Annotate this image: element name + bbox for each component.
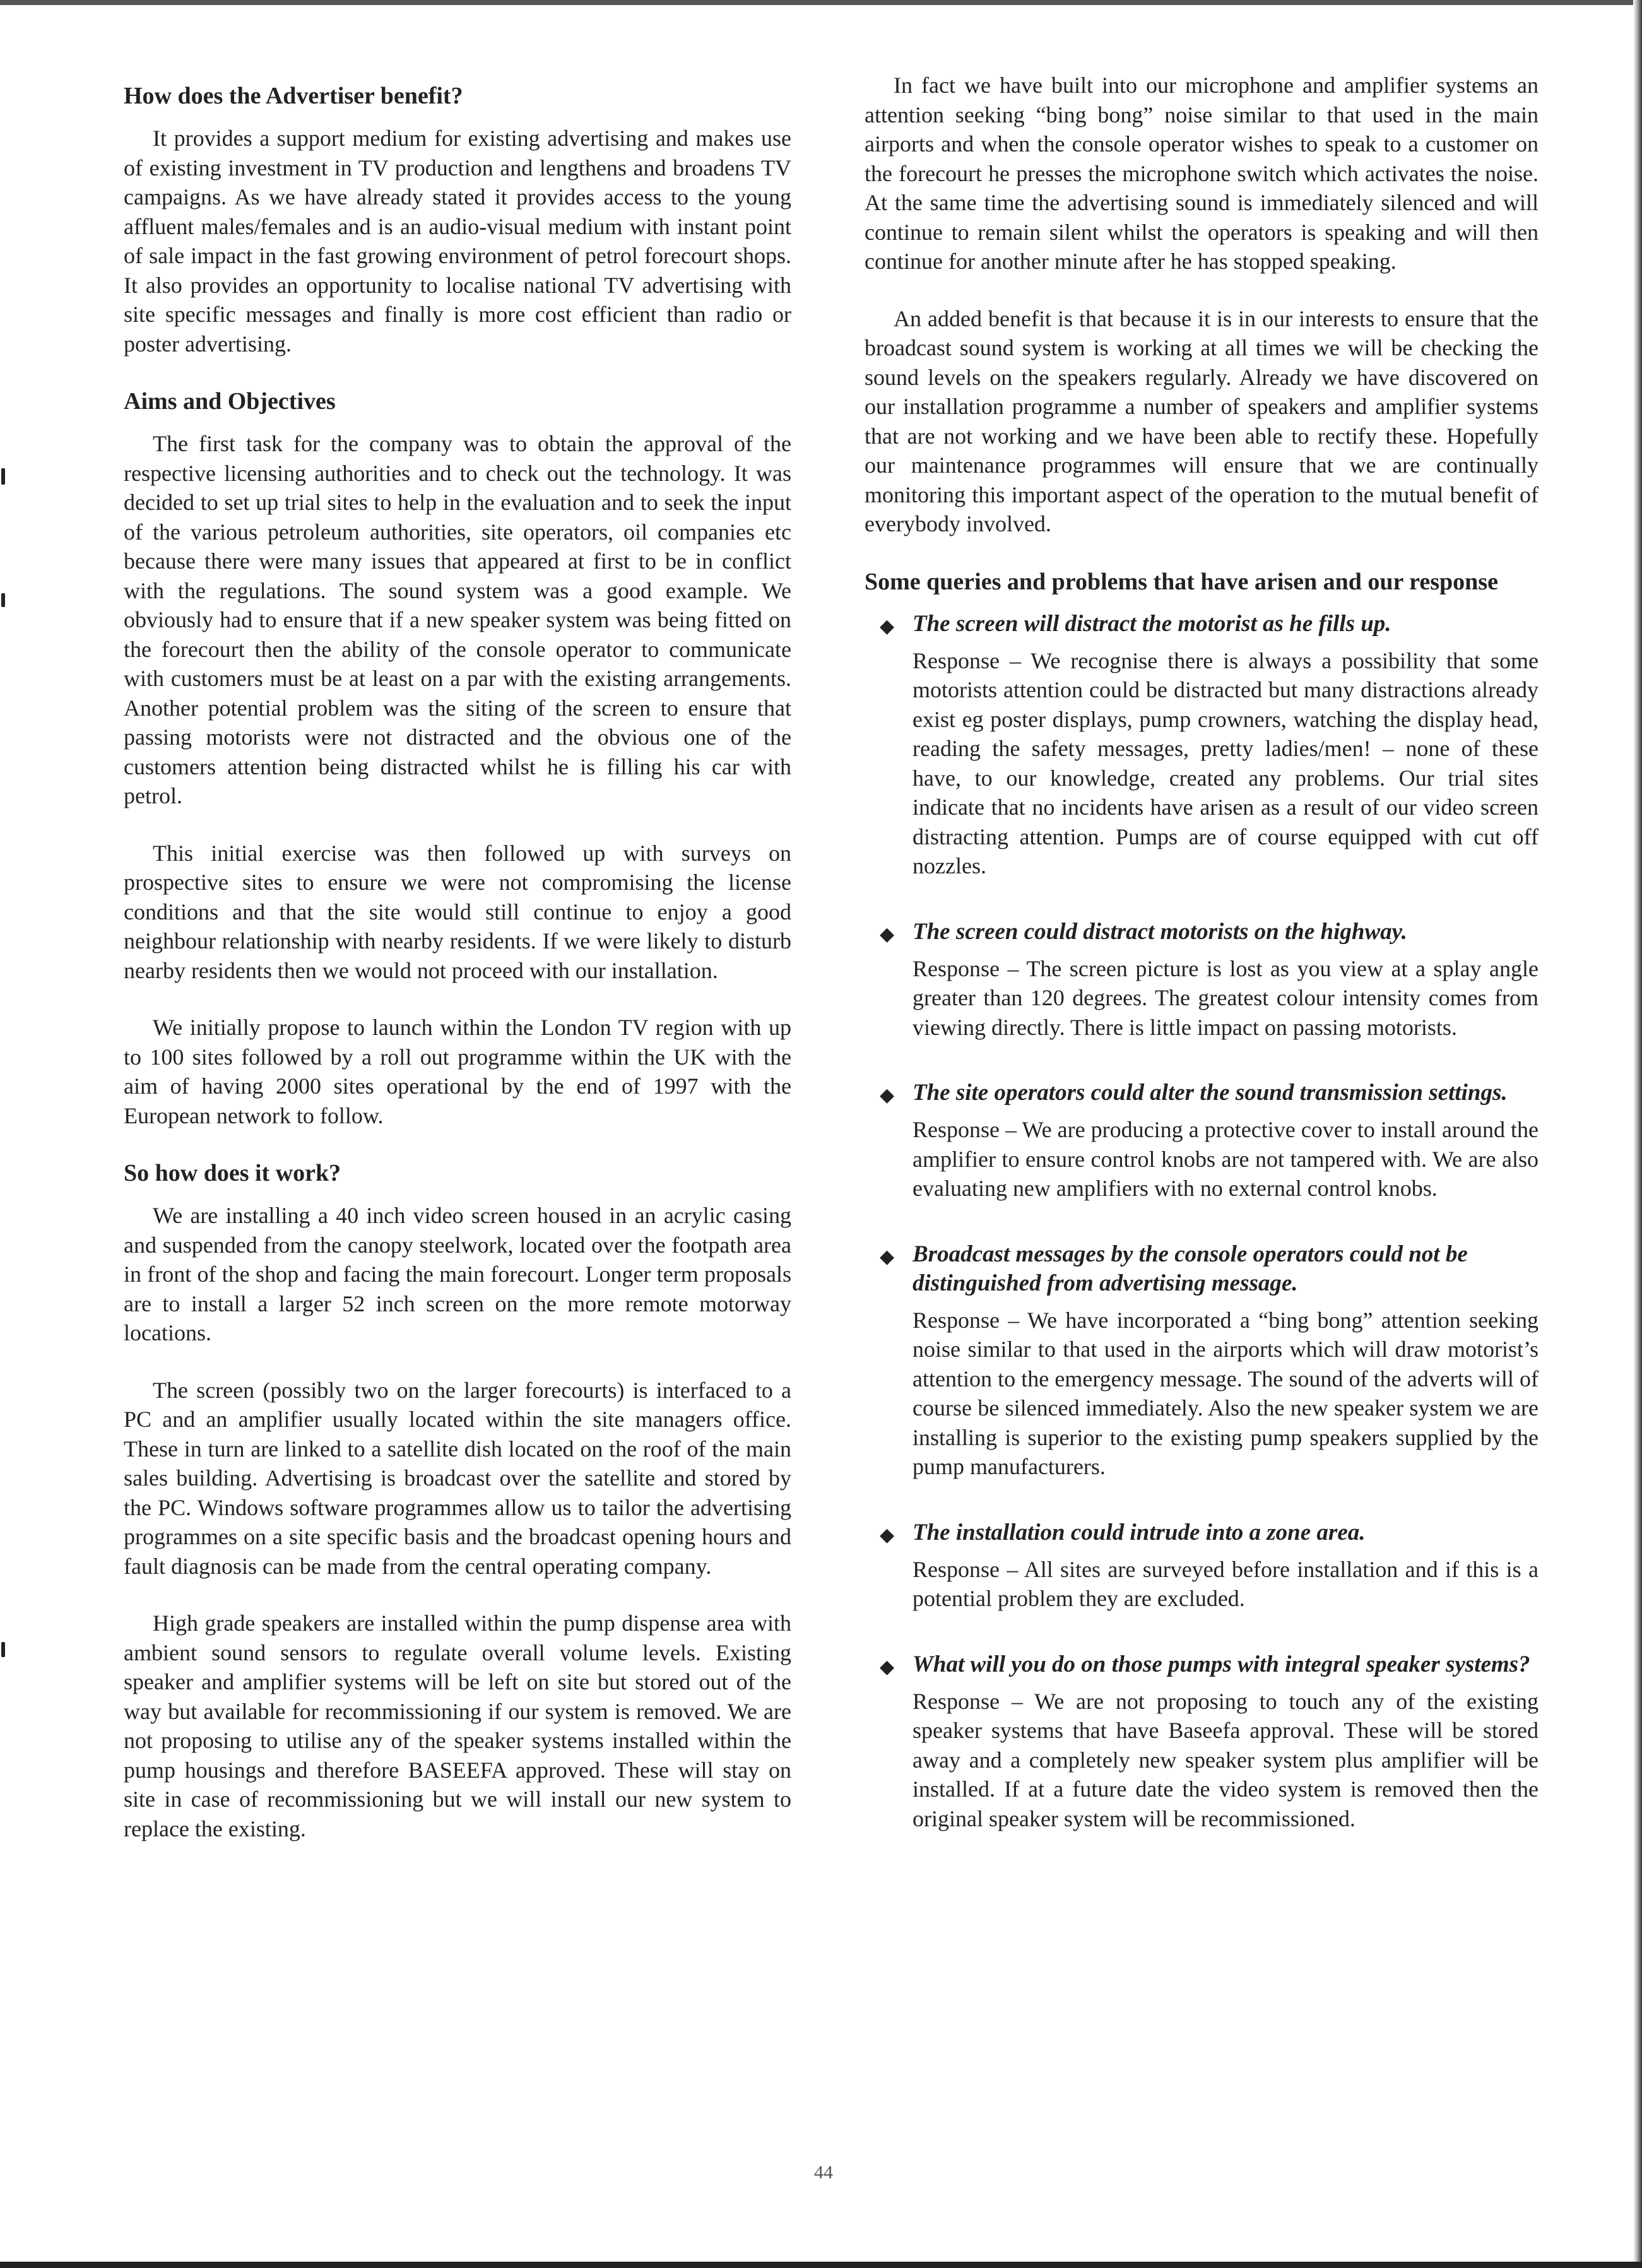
advertiser-benefit-section	[124, 81, 791, 358]
diamond-bullet-icon: ◆	[880, 1085, 895, 1106]
scan-margin-mark	[1, 1642, 5, 1657]
diamond-bullet-icon: ◆	[880, 923, 895, 945]
right-column	[865, 71, 1539, 1870]
paragraph: It provides a support medium for existing advertising and makes use of existing investment in TV production and lengthens and broadens TV campaigns. As we have already stated it provides access to the young affluent males/females and is an audio-visual medium with instant point of sale impact in the fast growing environment of petrol forecourt shops. It also provides an opportunity to localise national TV advertising with site specific messages and finally is more cost efficient than radio or poster advertising.	[124, 126, 791, 357]
paragraph: The first task for the company was to obtain the approval of the respective licensing authorities and to check out the technology. It was decided to set up trial sites to help in the evaluation and to seek the input of the various petroleum authorities, site operators, oil companies etc because there were many issues that appeared at first to be in conflict with the regulations. The sound system was a good example. We obviously had to ensure that if a new speaker system was being fitted on the forecourt then the ability of the console operator to communicate with customers must be at least on a par with the existing arrangements. Another potential problem was the siting of the screen to ensure that passing motorists were not distracted and the obvious one of the customers attention being distracted whilst he is filling his car with petrol.	[124, 431, 791, 808]
paragraph: We are installing a 40 inch video screen housed in an acrylic casing and suspended from the canopy steelwork, located over the footpath area in front of the shop and facing the main forecourt. Longer term proposals are to install a larger 52 inch screen on the more remote motorway locations.	[124, 1203, 791, 1345]
paragraph: An added benefit is that because it is in our interests to ensure that the broadcast sound system is working at all times we will be checking the sound levels on the speakers regularly. Already we have discovered on our installation programme a number of speakers and amplifier systems that are not working and we have been able to rectify these. Hopefully our maintenance programmes will ensure that we are continually monitoring this important aspect of the operation to the mutual benefit of everybody involved.	[865, 305, 1539, 536]
diamond-bullet-icon: ◆	[880, 1524, 895, 1545]
query-response: Response – All sites are surveyed before installation and if this is a potential problem they are excluded.	[913, 1556, 1539, 1611]
query-response: Response – We recognise there is always a possibility that some motorists attention could be distracted but many distractions already exist eg poster displays, pump crowners, watching the display head, reading the safety messages, pretty ladies/men! – none of these have, to our knowledge, created any problems. Our trial sites indicate that no incidents have arisen as a result of our video screen distracting attention. Pumps are of course equipped with cut off nozzles.	[913, 647, 1539, 878]
query-response: Response – We are not proposing to touch any of the existing speaker systems that have Baseefa approval. These will be stored away and a completely new speaker system plus amplifier will be installed. If at a future date the video system is removed then the original speaker system will be recommissioned.	[913, 1688, 1539, 1831]
scan-edge-top	[0, 0, 1642, 5]
section-heading: Some queries and problems that have arisen and our response	[865, 568, 1498, 595]
left-column	[124, 71, 791, 1871]
section-heading: So how does it work?	[124, 1160, 341, 1186]
diamond-bullet-icon: ◆	[880, 1246, 895, 1267]
scan-edge-bottom	[0, 2262, 1642, 2268]
how-it-works-section	[124, 1158, 791, 1843]
paragraph: The screen (possibly two on the larger forecourts) is interfaced to a PC and an amplifier usually located within the site managers office. These in turn are linked to a satellite dish located on the roof of the main sales building. Advertising is broadcast over the satellite and stored by the PC. Windows software programmes allow us to tailor the advertising programmes on a site specific basis and the broadcast opening hours and fault diagnosis can be made from the central operating company.	[124, 1377, 791, 1579]
query-response: Response – We are producing a protective cover to install around the amplifier to ensure control knobs are not tampered with. We are also evaluating new amplifiers with no external control knobs.	[913, 1117, 1539, 1201]
query-question: The site operators could alter the sound transmission settings.	[913, 1080, 1508, 1106]
aims-objectives-section	[124, 386, 791, 1130]
query-item	[865, 1518, 1539, 1614]
page-number: 44	[814, 2162, 833, 2183]
diamond-bullet-icon: ◆	[880, 1656, 895, 1677]
query-question: What will you do on those pumps with integral speaker systems?	[913, 1651, 1530, 1677]
paragraph: We initially propose to launch within the London TV region with up to 100 sites followed by a roll out programme within the UK with the aim of having 2000 sites operational by the end of 1997 with the European network to follow.	[124, 1015, 791, 1128]
query-item	[865, 918, 1539, 1042]
query-question: The screen could distract motorists on the highway.	[913, 918, 1407, 945]
query-question: The installation could intrude into a zone area.	[913, 1519, 1366, 1545]
query-response: Response – We have incorporated a “bing bong” attention seeking noise similar to that used in the airports which will draw motorist’s attention to the emergency message. The sound of the adverts will of course be silenced immediately. Also the new speaker system we are installing is superior to the existing pump speakers supplied by the pump manufacturers.	[913, 1307, 1539, 1479]
section-heading: How does the Advertiser benefit?	[124, 83, 463, 109]
paragraph: In fact we have built into our microphone and amplifier systems an attention seeking “bing bong” noise similar to that used in the main airports and when the console operator wishes to speak to a customer on the forecourt he presses the microphone switch which activates the noise. At the same time the advertising sound is immediately silenced and will continue to remain silent whilst the operators is speaking and will then continue for another minute after he has stopped speaking.	[865, 73, 1539, 274]
query-item	[865, 1078, 1539, 1203]
paragraph: This initial exercise was then followed up with surveys on prospective sites to ensure we were not compromising the license conditions and that the site would still continue to enjoy a good neighbour relationship with nearby residents. If we were likely to disturb nearby residents then we would not proceed with our installation.	[124, 840, 791, 983]
query-item	[865, 1650, 1539, 1834]
scan-edge-right	[1633, 0, 1642, 2268]
section-heading: Aims and Objectives	[124, 388, 336, 415]
diamond-bullet-icon: ◆	[880, 615, 895, 637]
scan-margin-mark	[1, 593, 5, 607]
query-item	[865, 610, 1539, 881]
paragraph: High grade speakers are installed within the pump dispense area with ambient sound sensors to regulate overall volume levels. Existing speaker and amplifier systems will be left on site but stored out of the way but available for recommissioning if our system is removed. We are not proposing to utilise any of the speaker systems installed within the pump housings and therefore BASEEFA approved. These will stay on site in case of recommissioning but we will install our new system to replace the existing.	[124, 1610, 791, 1841]
query-response: Response – The screen picture is lost as you view at a splay angle greater than 120 degrees. The greatest colour intensity comes from viewing directly. There is little impact on passing motorists.	[913, 955, 1539, 1040]
scan-margin-mark	[1, 468, 5, 485]
query-item	[865, 1240, 1539, 1482]
query-question: Broadcast messages by the console operators could not be distinguished from advertising message.	[913, 1241, 1468, 1296]
query-question: The screen will distract the motorist as he fills up.	[913, 610, 1391, 637]
